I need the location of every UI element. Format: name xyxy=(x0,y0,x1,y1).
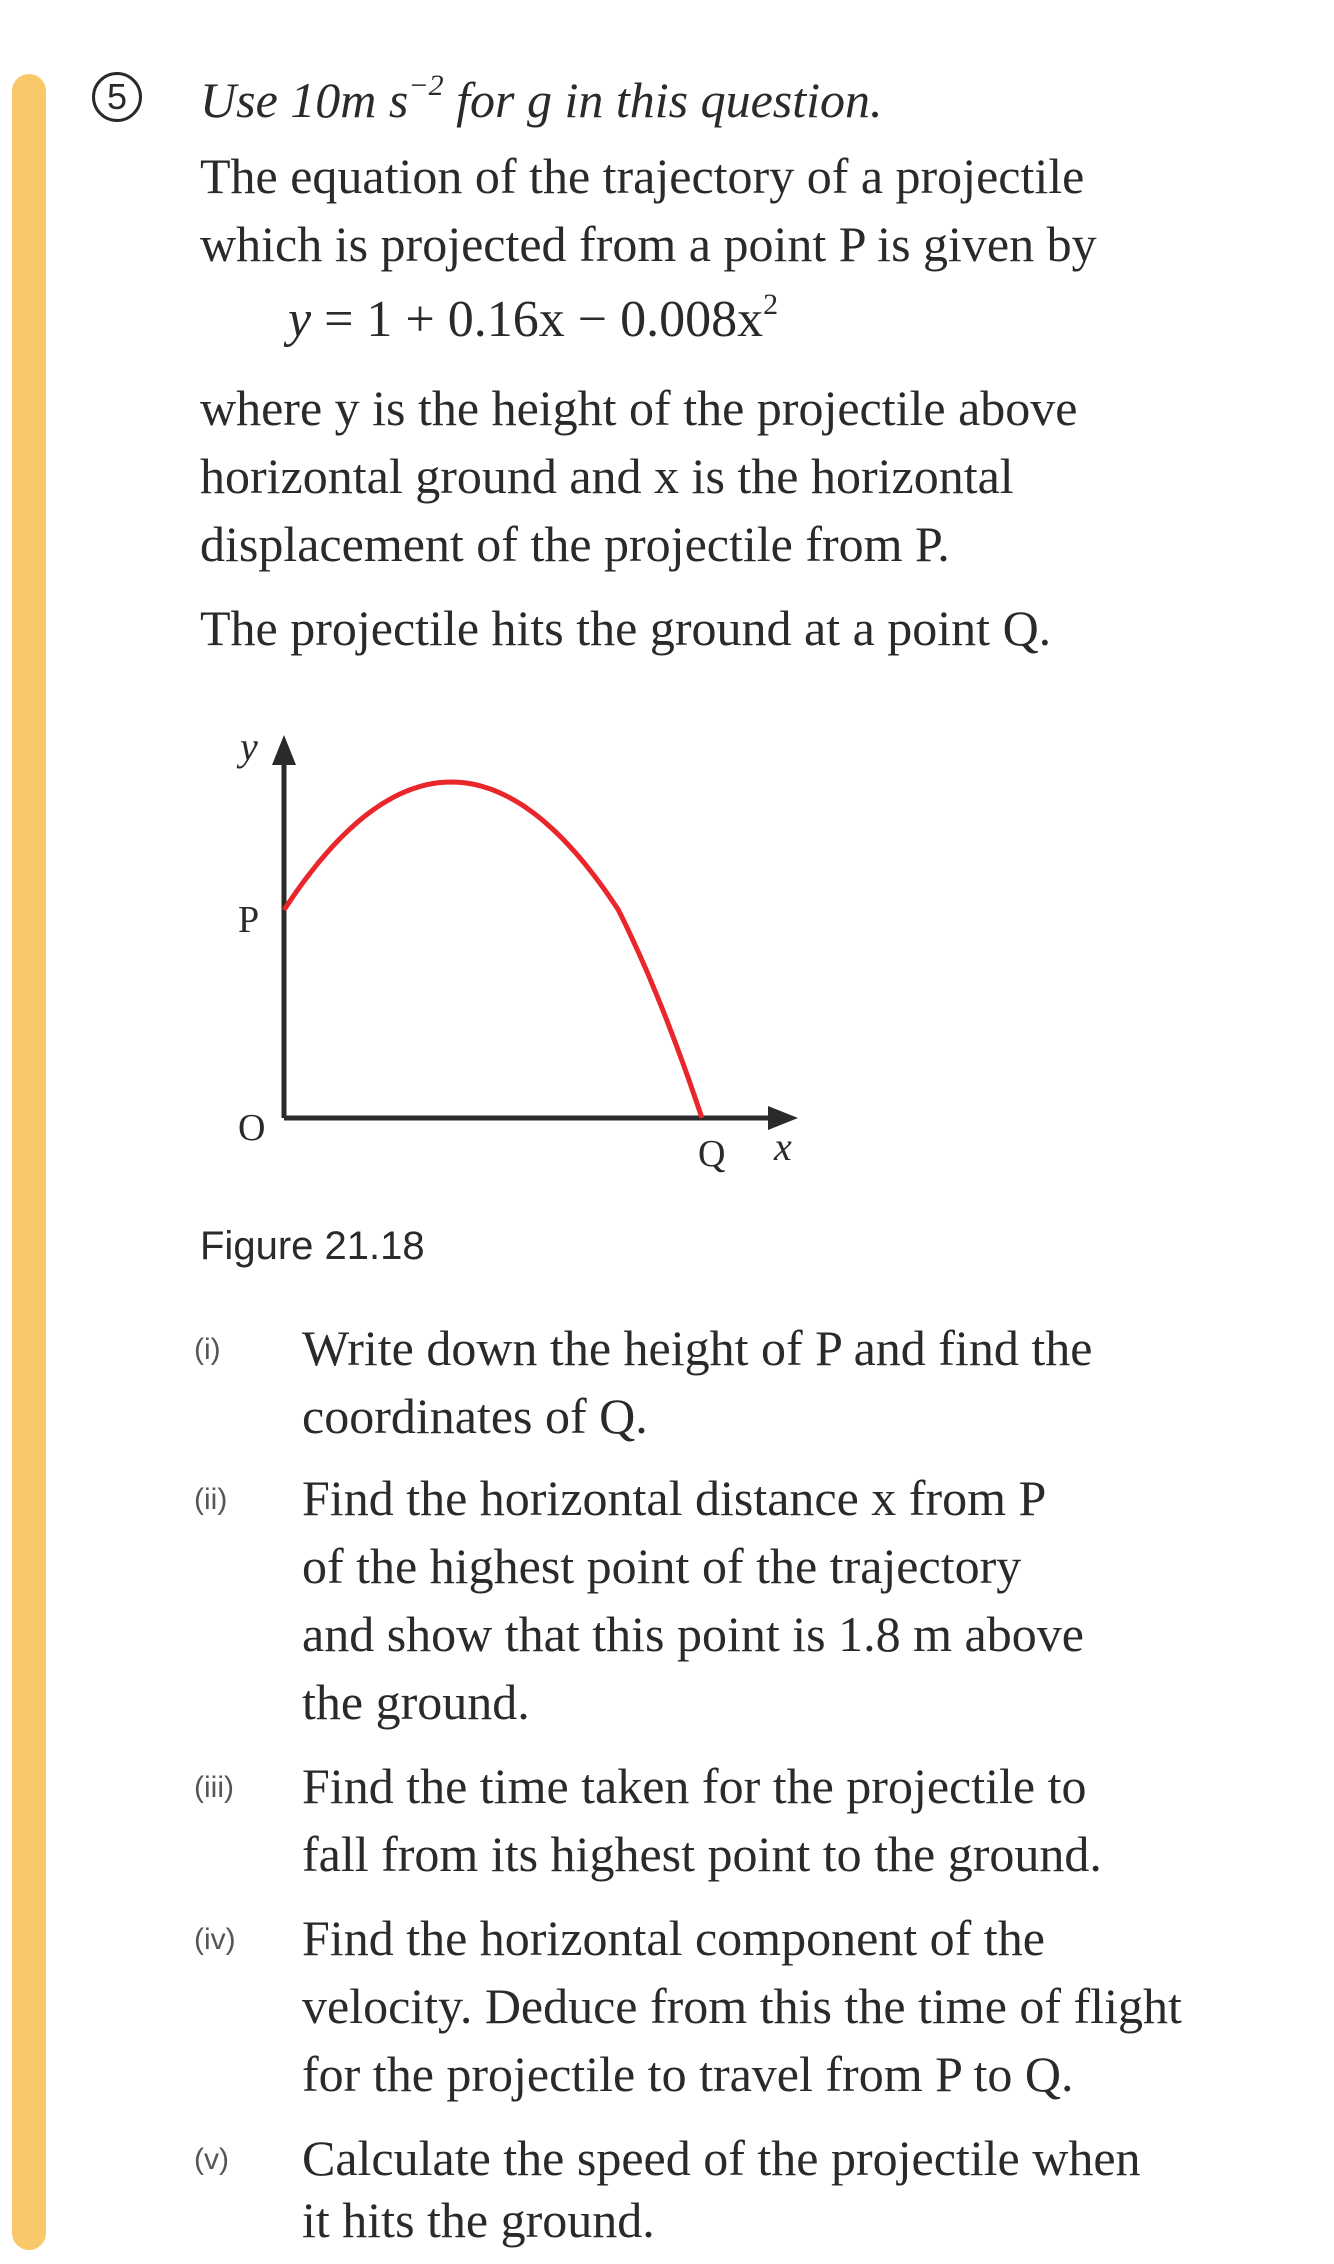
hit-ground-line: The projectile hits the ground at a point Q. xyxy=(200,600,1052,656)
part-ii-line-1: Find the horizontal distance x from P xyxy=(302,1470,1047,1526)
where-line-3: displacement of the projectile from P. xyxy=(200,516,950,572)
part-iii-line-2: fall from its highest point to the ground. xyxy=(302,1826,1102,1882)
part-ii-line-3: and show that this point is 1.8 m above xyxy=(302,1606,1084,1662)
part-iii-label: (iii) xyxy=(194,1771,234,1804)
part-i-label: (i) xyxy=(194,1333,221,1366)
gravity-note-end: for g in this question. xyxy=(443,72,883,128)
point-p-label: P xyxy=(238,899,260,941)
part-iv-label: (iv) xyxy=(194,1923,236,1956)
part-ii-label: (ii) xyxy=(194,1483,228,1516)
where-line-2: horizontal ground and x is the horizontal xyxy=(200,448,1014,504)
part-iii-line-1: Find the time taken for the projectile to xyxy=(302,1758,1087,1814)
part-ii-line-4: the ground. xyxy=(302,1674,530,1730)
part-iv-line-3: for the projectile to travel from P to Q. xyxy=(302,2046,1074,2102)
trajectory-curve xyxy=(284,782,702,1118)
y-axis-label: y xyxy=(240,724,258,769)
x-axis-label: x xyxy=(774,1124,792,1169)
gravity-unit-power: −2 xyxy=(408,69,444,102)
equation-lhs: y xyxy=(288,291,312,348)
part-v-line-1: Calculate the speed of the projectile when xyxy=(302,2130,1141,2186)
part-iv-line-1: Find the horizontal component of the xyxy=(302,1910,1045,1966)
origin-label: O xyxy=(238,1107,266,1149)
part-i-line-2: coordinates of Q. xyxy=(302,1388,648,1444)
part-iv-line-2: velocity. Deduce from this the time of flight xyxy=(302,1978,1182,2034)
equation-rhs: = 1 + 0.16x − 0.008x xyxy=(311,291,764,348)
figure-caption: Figure 21.18 xyxy=(200,1224,425,1268)
intro-line-1: The equation of the trajectory of a projectile xyxy=(200,148,1085,204)
part-v-label: (v) xyxy=(194,2143,229,2176)
y-axis-arrowhead xyxy=(272,735,296,765)
part-i-line-1: Write down the height of P and find the xyxy=(302,1320,1093,1376)
point-q-label: Q xyxy=(698,1133,726,1175)
gravity-value: 10 xyxy=(290,72,341,128)
part-v-line-2: it hits the ground. xyxy=(302,2192,655,2248)
gravity-note-start: Use xyxy=(200,72,291,128)
question-number-badge: 5 xyxy=(92,72,142,122)
part-ii-line-2: of the highest point of the trajectory xyxy=(302,1538,1022,1594)
equation-power: 2 xyxy=(763,288,779,321)
gravity-unit: m s xyxy=(340,72,409,128)
intro-line-2: which is projected from a point P is given by xyxy=(200,216,1097,272)
where-line-1: where y is the height of the projectile above xyxy=(200,380,1078,436)
